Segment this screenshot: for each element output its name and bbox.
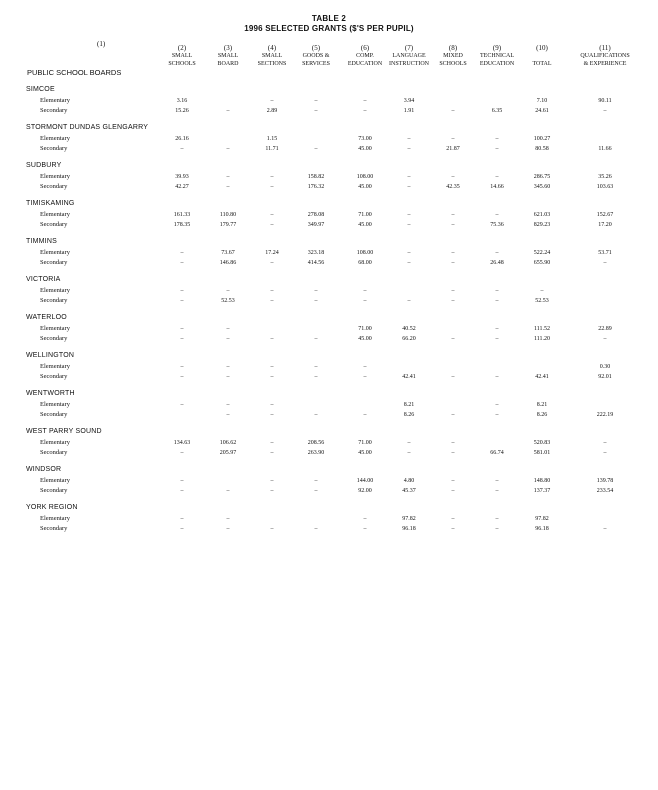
row-label: Secondary: [40, 145, 68, 152]
table-cell: –: [226, 146, 230, 152]
table-cell: –: [603, 108, 607, 114]
column-number: (11): [599, 44, 611, 52]
table-cell: 26.16: [175, 136, 189, 142]
table-cell: –: [270, 184, 274, 190]
table-cell: 75.36: [490, 222, 504, 228]
row-label: Secondary: [40, 449, 68, 456]
table-cell: 6.35: [491, 108, 503, 114]
table-cell: 11.71: [265, 146, 279, 152]
table-cell: 97.82: [402, 516, 416, 522]
column-number: (9): [492, 44, 502, 52]
table-cell: 829.23: [533, 222, 551, 228]
table-cell: 52.53: [221, 298, 235, 304]
table-cell: 103.63: [596, 184, 614, 190]
table-cell: 53.71: [598, 250, 612, 256]
table-cell: –: [495, 298, 499, 304]
table-cell: 263.90: [307, 450, 325, 456]
row-label: Secondary: [40, 335, 68, 342]
column-number: (4): [267, 44, 277, 52]
board-name: VICTORIA: [26, 276, 61, 283]
table-cell: –: [407, 450, 411, 456]
table-cell: –: [451, 298, 455, 304]
table-cell: –: [270, 364, 274, 370]
table-cell: 24.61: [535, 108, 549, 114]
table-cell: –: [407, 298, 411, 304]
table-cell: 8.21: [403, 402, 415, 408]
table-cell: –: [451, 250, 455, 256]
table-cell: –: [314, 412, 318, 418]
table-cell: –: [451, 136, 455, 142]
table-cell: 96.18: [402, 526, 416, 532]
table-cell: 1.15: [266, 136, 278, 142]
column-label: SERVICES: [302, 61, 330, 67]
row-header-label: PUBLIC SCHOOL BOARDS: [27, 68, 122, 77]
table-cell: 106.62: [219, 440, 237, 446]
table-cell: –: [270, 260, 274, 266]
column-label: TOTAL: [532, 61, 552, 67]
table-cell: –: [226, 174, 230, 180]
table-cell: –: [314, 98, 318, 104]
table-cell: 108.00: [356, 174, 374, 180]
row-label: Secondary: [40, 487, 68, 494]
table-cell: 3.94: [403, 98, 415, 104]
table-cell: –: [363, 526, 367, 532]
table-cell: –: [270, 478, 274, 484]
board-name: WELLINGTON: [26, 352, 75, 359]
column-label: SCHOOLS: [168, 61, 196, 67]
row-label: Elementary: [40, 173, 70, 180]
row-label: Elementary: [40, 439, 70, 446]
table-cell: 42.27: [175, 184, 189, 190]
table-cell: 222.19: [596, 412, 614, 418]
row-label: Elementary: [40, 249, 70, 256]
table-cell: 73.67: [221, 250, 235, 256]
table-cell: –: [270, 450, 274, 456]
board-name: WINDSOR: [26, 466, 62, 473]
table-cell: 205.97: [219, 450, 237, 456]
table-cell: –: [363, 288, 367, 294]
table-cell: 146.86: [219, 260, 237, 266]
table-cell: 66.20: [402, 336, 416, 342]
table-cell: –: [180, 298, 184, 304]
table-cell: 22.89: [598, 326, 612, 332]
table-cell: –: [226, 288, 230, 294]
table-cell: –: [495, 250, 499, 256]
table-cell: 14.66: [490, 184, 504, 190]
table-cell: 11.66: [598, 146, 612, 152]
table-cell: 349.97: [307, 222, 325, 228]
row-label: Elementary: [40, 477, 70, 484]
column-label: EDUCATION: [479, 61, 515, 67]
table-cell: –: [226, 336, 230, 342]
row-label: Elementary: [40, 211, 70, 218]
table-cell: 3.16: [176, 98, 188, 104]
table-cell: –: [495, 136, 499, 142]
table-cell: –: [363, 412, 367, 418]
table-cell: –: [314, 478, 318, 484]
table-cell: –: [226, 526, 230, 532]
table-cell: –: [270, 98, 274, 104]
table-cell: 40.52: [402, 326, 416, 332]
column-label: EDUCATION: [347, 61, 383, 67]
table-title: TABLE 2: [311, 14, 347, 23]
table-cell: 68.00: [358, 260, 372, 266]
column-number: (8): [448, 44, 458, 52]
table-cell: 42.41: [535, 374, 549, 380]
table-cell: –: [451, 336, 455, 342]
table-cell: 66.74: [490, 450, 504, 456]
table-cell: –: [603, 450, 607, 456]
table-cell: –: [451, 412, 455, 418]
table-cell: –: [451, 212, 455, 218]
table-cell: 110.80: [219, 212, 237, 218]
column-number: (5): [311, 44, 321, 52]
table-cell: 655.90: [533, 260, 551, 266]
column-label: SMALL: [171, 53, 193, 59]
table-cell: –: [363, 374, 367, 380]
table-cell: –: [363, 364, 367, 370]
board-name: STORMONT DUNDAS GLENGARRY: [26, 124, 149, 131]
table-cell: –: [180, 336, 184, 342]
table-cell: 152.67: [596, 212, 614, 218]
table-cell: 345.60: [533, 184, 551, 190]
table-cell: 179.77: [219, 222, 237, 228]
column-number: (2): [177, 44, 187, 52]
table-cell: –: [451, 440, 455, 446]
table-cell: 522.24: [533, 250, 551, 256]
table-cell: 144.00: [356, 478, 374, 484]
table-cell: –: [180, 478, 184, 484]
table-cell: 35.26: [598, 174, 612, 180]
table-cell: 90.11: [598, 98, 612, 104]
table-cell: –: [270, 212, 274, 218]
row-label: Secondary: [40, 259, 68, 266]
table-cell: 161.33: [173, 212, 191, 218]
table-cell: 26.48: [490, 260, 504, 266]
table-cell: –: [314, 298, 318, 304]
row-label: Elementary: [40, 363, 70, 370]
table-cell: 45.00: [358, 450, 372, 456]
column-label: & EXPERIENCE: [583, 61, 627, 67]
table-cell: –: [407, 212, 411, 218]
table-cell: –: [180, 260, 184, 266]
table-cell: –: [270, 440, 274, 446]
table-cell: –: [226, 516, 230, 522]
table-cell: 45.00: [358, 222, 372, 228]
column-label: SECTIONS: [257, 61, 287, 67]
table-cell: –: [226, 412, 230, 418]
table-cell: –: [451, 478, 455, 484]
table-cell: 100.27: [533, 136, 551, 142]
table-cell: –: [451, 488, 455, 494]
row-label: Secondary: [40, 411, 68, 418]
board-name: SUDBURY: [26, 162, 62, 169]
table-cell: –: [451, 222, 455, 228]
row-label: Secondary: [40, 221, 68, 228]
table-cell: –: [451, 374, 455, 380]
table-cell: –: [226, 488, 230, 494]
column-label: MIXED: [443, 53, 463, 59]
table-cell: –: [180, 526, 184, 532]
table-cell: –: [407, 440, 411, 446]
table-cell: 158.82: [307, 174, 325, 180]
table-cell: –: [495, 374, 499, 380]
table-cell: –: [495, 174, 499, 180]
table-cell: –: [451, 288, 455, 294]
board-name: WENTWORTH: [26, 390, 75, 397]
table-cell: 2.89: [266, 108, 278, 114]
table-cell: –: [314, 288, 318, 294]
board-name: SIMCOE: [26, 86, 55, 93]
table-cell: 414.56: [307, 260, 325, 266]
row-label: Secondary: [40, 297, 68, 304]
table-cell: 92.00: [358, 488, 372, 494]
table-cell: –: [314, 336, 318, 342]
table-cell: 7.10: [536, 98, 548, 104]
table-cell: –: [314, 108, 318, 114]
table-cell: 278.08: [307, 212, 325, 218]
table-cell: –: [314, 364, 318, 370]
column-header: [570, 44, 640, 68]
table-cell: 71.00: [358, 212, 372, 218]
table-cell: 17.24: [265, 250, 279, 256]
table-cell: –: [270, 174, 274, 180]
table-cell: –: [495, 526, 499, 532]
column-header: [507, 44, 577, 68]
table-cell: 80.58: [535, 146, 549, 152]
row-label: Secondary: [40, 183, 68, 190]
board-name: YORK REGION: [26, 504, 78, 511]
row-label: Elementary: [40, 515, 70, 522]
row-label: Elementary: [40, 287, 70, 294]
table-cell: –: [180, 288, 184, 294]
column-label: SMALL: [217, 53, 239, 59]
table-cell: –: [180, 326, 184, 332]
row-label: Secondary: [40, 107, 68, 114]
table-cell: –: [407, 136, 411, 142]
column-number: (3): [223, 44, 233, 52]
column-label: COMP.: [356, 53, 374, 59]
column-number: (6): [360, 44, 370, 52]
table-cell: 520.83: [533, 440, 551, 446]
table-cell: –: [180, 450, 184, 456]
table-cell: –: [180, 516, 184, 522]
table-cell: –: [407, 260, 411, 266]
table-cell: 45.00: [358, 146, 372, 152]
table-cell: 21.87: [446, 146, 460, 152]
table-cell: –: [451, 108, 455, 114]
table-cell: 233.54: [596, 488, 614, 494]
row-label: Elementary: [40, 401, 70, 408]
table-cell: –: [407, 222, 411, 228]
column-label: [507, 52, 577, 60]
board-name: TIMISKAMING: [26, 200, 75, 207]
row-label: Elementary: [40, 97, 70, 104]
table-cell: 178.35: [173, 222, 191, 228]
table-cell: –: [451, 450, 455, 456]
table-cell: –: [270, 402, 274, 408]
table-cell: –: [603, 526, 607, 532]
board-name: WATERLOO: [26, 314, 67, 321]
table-cell: 111.20: [533, 336, 551, 342]
table-cell: 134.63: [173, 440, 191, 446]
table-cell: –: [495, 336, 499, 342]
table-cell: –: [495, 412, 499, 418]
table-cell: –: [180, 146, 184, 152]
table-cell: –: [270, 526, 274, 532]
table-cell: –: [407, 146, 411, 152]
table-cell: 8.26: [403, 412, 415, 418]
table-cell: 71.00: [358, 326, 372, 332]
table-cell: 1.91: [403, 108, 415, 114]
table-cell: 92.01: [598, 374, 612, 380]
table-cell: –: [363, 98, 367, 104]
table-cell: –: [451, 516, 455, 522]
table-cell: –: [226, 184, 230, 190]
row-label: Elementary: [40, 135, 70, 142]
table-cell: –: [180, 364, 184, 370]
table-cell: –: [363, 108, 367, 114]
table-cell: 108.00: [356, 250, 374, 256]
table-cell: 137.37: [533, 488, 551, 494]
row-label: Elementary: [40, 325, 70, 332]
table-cell: –: [270, 488, 274, 494]
column-label: SCHOOLS: [439, 61, 467, 67]
table-cell: 42.41: [402, 374, 416, 380]
table-cell: –: [495, 146, 499, 152]
table-cell: 323.18: [307, 250, 325, 256]
table-cell: 148.80: [533, 478, 551, 484]
table-cell: –: [407, 184, 411, 190]
table-cell: –: [407, 250, 411, 256]
table-cell: 39.93: [175, 174, 189, 180]
table-cell: –: [314, 146, 318, 152]
table-cell: –: [495, 288, 499, 294]
table-cell: –: [180, 250, 184, 256]
column-number: (7): [404, 44, 414, 52]
table-cell: 8.26: [536, 412, 548, 418]
table-cell: –: [540, 288, 544, 294]
table-cell: 15.26: [175, 108, 189, 114]
table-cell: 286.75: [533, 174, 551, 180]
column-label: INSTRUCTION: [389, 61, 429, 67]
table-cell: –: [314, 374, 318, 380]
table-cell: –: [180, 402, 184, 408]
table-cell: –: [226, 326, 230, 332]
table-cell: –: [603, 440, 607, 446]
table-cell: 71.00: [358, 440, 372, 446]
table-cell: –: [363, 298, 367, 304]
board-name: TIMMINS: [26, 238, 57, 245]
table-cell: 4.80: [403, 478, 415, 484]
table-cell: 45.00: [358, 336, 372, 342]
table-cell: –: [270, 288, 274, 294]
column-label: SMALL: [261, 53, 283, 59]
table-cell: –: [407, 174, 411, 180]
table-cell: 8.21: [536, 402, 548, 408]
table-cell: –: [603, 336, 607, 342]
table-cell: 581.01: [533, 450, 551, 456]
column-number: (10): [536, 44, 548, 52]
table-cell: –: [495, 516, 499, 522]
table-cell: –: [495, 212, 499, 218]
table-cell: 17.20: [598, 222, 612, 228]
table-cell: –: [270, 336, 274, 342]
table-cell: –: [363, 516, 367, 522]
table-cell: –: [314, 488, 318, 494]
table-cell: 45.37: [402, 488, 416, 494]
table-cell: –: [270, 298, 274, 304]
table-cell: 0.30: [599, 364, 611, 370]
table-cell: –: [451, 174, 455, 180]
table-cell: –: [180, 374, 184, 380]
table-cell: 96.18: [535, 526, 549, 532]
table-cell: –: [270, 222, 274, 228]
table-cell: –: [270, 374, 274, 380]
table-cell: 621.03: [533, 212, 551, 218]
table-cell: –: [226, 402, 230, 408]
table-cell: –: [495, 488, 499, 494]
table-cell: 97.82: [535, 516, 549, 522]
column-label: GOODS &: [302, 53, 330, 59]
table-cell: –: [226, 374, 230, 380]
table-cell: 176.32: [307, 184, 325, 190]
row-label: Secondary: [40, 525, 68, 532]
table-cell: –: [226, 108, 230, 114]
table-cell: –: [495, 478, 499, 484]
table-subtitle: 1996 SELECTED GRANTS ($'S PER PUPIL): [244, 24, 414, 33]
column-label: TECHNICAL: [480, 53, 514, 59]
table-cell: –: [180, 488, 184, 494]
table-cell: 208.56: [307, 440, 325, 446]
table-cell: 139.78: [596, 478, 614, 484]
table-cell: 52.53: [535, 298, 549, 304]
table-cell: –: [314, 526, 318, 532]
column-one-label: (1): [97, 40, 106, 48]
board-name: WEST PARRY SOUND: [26, 428, 102, 435]
column-label: QUALIFICATIONS: [580, 53, 630, 59]
table-cell: 42.35: [446, 184, 460, 190]
table-cell: –: [603, 260, 607, 266]
column-label: LANGUAGE: [392, 53, 426, 59]
row-label: Secondary: [40, 373, 68, 380]
table-cell: –: [495, 402, 499, 408]
table-cell: –: [451, 526, 455, 532]
table-cell: 111.52: [533, 326, 551, 332]
table-cell: –: [226, 364, 230, 370]
table-cell: 73.00: [358, 136, 372, 142]
table-cell: –: [270, 412, 274, 418]
table-cell: –: [495, 326, 499, 332]
table-cell: –: [451, 260, 455, 266]
column-label: BOARD: [217, 61, 239, 67]
table-cell: 45.00: [358, 184, 372, 190]
